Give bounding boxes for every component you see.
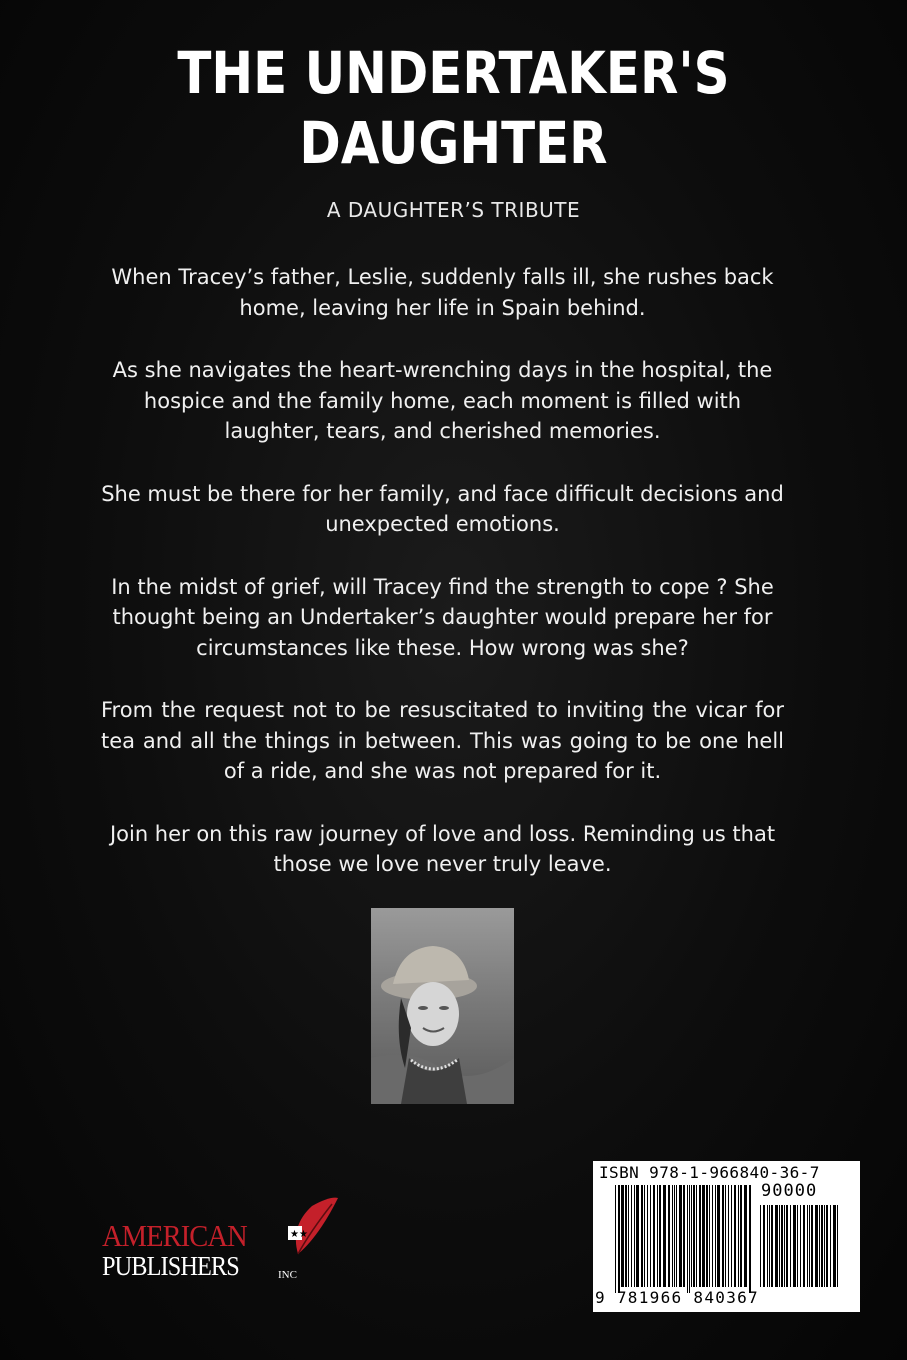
blurb-paragraph: In the midst of grief, will Tracey find the strength to cope ? She thought being an Undertaker’s daughter would prepare her for circumstances like these. How wrong was she? <box>111 574 774 660</box>
ean-digits: 9 781966 840367 <box>595 1288 759 1307</box>
publisher-name-line1: AMERICAN <box>102 1218 247 1253</box>
barcode-bar <box>734 1185 736 1287</box>
publisher-suffix: INC <box>278 1269 297 1281</box>
barcode-bar <box>790 1205 791 1287</box>
barcode-bar <box>771 1205 773 1287</box>
barcode-bar <box>784 1205 785 1287</box>
barcode-bar <box>668 1185 670 1287</box>
barcode-bar <box>653 1185 655 1287</box>
barcode-bar <box>647 1185 648 1287</box>
blurb-paragraph: Join her on this raw journey of love and loss. Reminding us that those we love never truly leave. <box>109 821 776 876</box>
barcode-bar <box>786 1205 788 1287</box>
barcode-bar <box>779 1205 780 1287</box>
barcode-bar <box>744 1185 747 1287</box>
barcode-bar <box>824 1205 825 1287</box>
barcode-bar <box>618 1185 620 1293</box>
publisher-name-line2: PUBLISHERS <box>102 1251 239 1281</box>
barcode-bar <box>819 1205 820 1287</box>
barcode-bar <box>621 1185 624 1287</box>
barcode-bar <box>709 1185 710 1287</box>
barcode-bar <box>826 1205 828 1287</box>
barcode-bar <box>644 1185 645 1287</box>
blurb-paragraph: When Tracey’s father, Leslie, suddenly falls ill, she rushes back home, leaving her life in Spain behind. <box>111 265 774 320</box>
barcode-bar <box>691 1185 692 1287</box>
barcode-bar <box>797 1205 798 1287</box>
barcode-bar <box>659 1185 661 1287</box>
isbn-barcode <box>593 1161 860 1312</box>
barcode-bar <box>749 1185 751 1293</box>
barcode-bar <box>800 1205 801 1287</box>
barcode-bar <box>634 1185 635 1287</box>
isbn-label: ISBN 978-1-966840-36-7 <box>599 1163 820 1182</box>
barcode-bar <box>775 1205 778 1287</box>
barcode-bar <box>693 1185 695 1287</box>
blurb <box>101 262 784 912</box>
barcode-bar <box>815 1205 818 1287</box>
barcode-bar <box>628 1185 629 1287</box>
barcode-bar <box>650 1185 651 1287</box>
barcode-bar <box>833 1205 836 1287</box>
svg-text:★★: ★★ <box>290 1229 308 1240</box>
barcode-bar <box>769 1205 770 1287</box>
barcode-bar <box>615 1185 616 1293</box>
barcode-bar <box>706 1185 708 1287</box>
barcode-bar <box>702 1185 705 1287</box>
book-title <box>63 38 843 178</box>
barcode-bar <box>722 1185 724 1287</box>
barcode-bar <box>738 1185 739 1287</box>
quill-feather-icon <box>280 1196 342 1268</box>
barcode-bar <box>837 1205 838 1287</box>
blurb-paragraph: She must be there for her family, and face difficult decisions and unexpected emotions. <box>101 481 784 536</box>
barcode-bar <box>657 1185 658 1287</box>
barcode-bar <box>740 1185 742 1287</box>
barcode-bar <box>809 1205 810 1287</box>
barcode-bar <box>760 1205 761 1287</box>
barcode-bar <box>641 1185 643 1287</box>
barcode-bar <box>731 1185 732 1287</box>
blurb-paragraph: As she navigates the heart-wrenching days in the hospital, the hospice and the family home, each moment is filled with laughter, tears, and cherished memories. <box>112 358 773 443</box>
barcode-bar <box>663 1185 666 1287</box>
barcode-bar <box>811 1205 813 1287</box>
barcode-bar <box>803 1205 805 1287</box>
barcode-bar <box>725 1185 726 1287</box>
barcode-bar <box>683 1185 685 1287</box>
barcode-bar <box>830 1205 831 1287</box>
barcode-bar <box>807 1205 808 1287</box>
barcode-bar <box>636 1185 639 1287</box>
author-photo <box>371 908 514 1104</box>
barcode-bar <box>763 1205 765 1287</box>
barcode-bar <box>696 1185 697 1287</box>
barcode-bar <box>672 1185 673 1287</box>
barcode-bar <box>674 1185 675 1287</box>
barcode-bar <box>712 1185 713 1287</box>
barcode-bar <box>717 1185 720 1287</box>
publisher-logo <box>100 1196 345 1288</box>
barcode-bar <box>631 1185 632 1287</box>
price-code: 90000 <box>761 1181 818 1201</box>
barcode-bar <box>699 1185 701 1287</box>
barcode-bar <box>728 1185 729 1287</box>
title-line-1: THE UNDERTAKER'S <box>177 39 730 107</box>
barcode-bar <box>689 1185 690 1293</box>
title-line-2: DAUGHTER <box>299 109 608 177</box>
barcode-bar <box>715 1185 716 1287</box>
barcode-bar <box>767 1205 768 1287</box>
book-subtitle: A DAUGHTER’S TRIBUTE <box>326 198 581 222</box>
blurb-paragraph: From the request not to be resuscitated to inviting the vicar for tea and all the things in between. This was going to be one hell of a ride, and she was not prepared for it. <box>101 698 784 783</box>
barcode-bar <box>679 1185 682 1287</box>
barcode-bar <box>676 1185 677 1287</box>
barcode-bar <box>821 1205 823 1287</box>
barcode-bar <box>793 1205 796 1287</box>
barcode-bar <box>687 1185 688 1293</box>
barcode-bar <box>781 1205 783 1287</box>
barcode-bar <box>625 1185 627 1287</box>
